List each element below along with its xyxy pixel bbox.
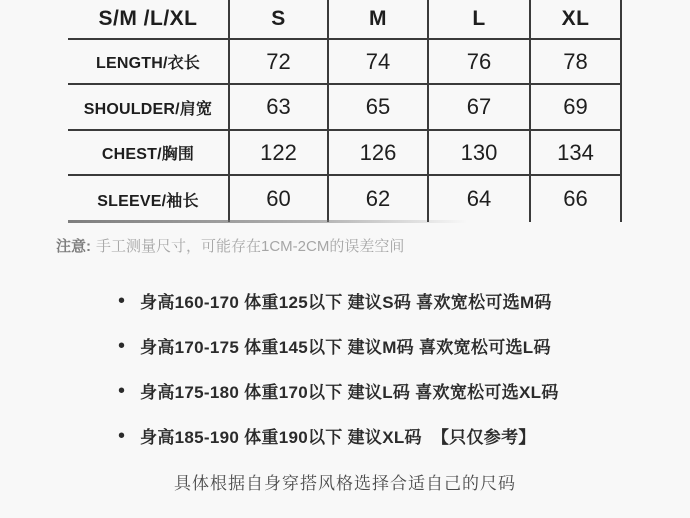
length-m: 74 xyxy=(327,40,427,85)
sleeve-m: 62 xyxy=(327,176,427,222)
shoulder-m: 65 xyxy=(327,85,427,131)
row-label-shoulder: SHOULDER/肩宽 xyxy=(68,85,228,131)
shoulder-l: 67 xyxy=(427,85,529,131)
table-header-l: L xyxy=(427,0,529,40)
list-item xyxy=(118,413,559,458)
list-item xyxy=(118,323,559,368)
table-header-xl: XL xyxy=(529,0,622,40)
chest-s: 122 xyxy=(228,131,327,176)
table-header-sizes: S/M /L/XL xyxy=(68,0,228,40)
length-xl: 78 xyxy=(529,40,622,85)
bullet-icon: • xyxy=(118,334,126,357)
length-s: 72 xyxy=(228,40,327,85)
tip-text-s: 身高160-170 体重125以下 建议S码 喜欢宽松可选M码 xyxy=(140,293,552,312)
note-text: 手工测量尺寸，可能存在1CM-2CM的误差空间 xyxy=(96,238,405,255)
list-item xyxy=(118,368,559,413)
bullet-icon: • xyxy=(118,289,126,312)
bullet-icon: • xyxy=(118,424,126,447)
table-header-s: S xyxy=(228,0,327,40)
row-label-chest: CHEST/胸围 xyxy=(68,131,228,176)
sleeve-xl: 66 xyxy=(529,176,622,222)
bullet-icon: • xyxy=(118,379,126,402)
row-label-length: LENGTH/衣长 xyxy=(68,40,228,85)
tip-text-l: 身高175-180 体重170以下 建议L码 喜欢宽松可选XL码 xyxy=(140,383,559,402)
table-header-m: M xyxy=(327,0,427,40)
chest-m: 126 xyxy=(327,131,427,176)
footer-advice-text: 具体根据自身穿搭风格选择合适自己的尺码 xyxy=(174,474,516,493)
shoulder-xl: 69 xyxy=(529,85,622,131)
measurement-note xyxy=(56,235,404,256)
chest-xl: 134 xyxy=(529,131,622,176)
note-label: 注意: xyxy=(56,238,91,255)
row-label-sleeve: SLEEVE/袖长 xyxy=(97,192,199,210)
sleeve-l: 64 xyxy=(427,176,529,222)
shoulder-s: 63 xyxy=(228,85,327,131)
size-recommendation-list xyxy=(118,278,559,458)
chest-l: 130 xyxy=(427,131,529,176)
tip-text-xl: 身高185-190 体重190以下 建议XL码 【只仅参考】 xyxy=(140,428,536,447)
sleeve-s: 60 xyxy=(228,176,327,222)
length-l: 76 xyxy=(427,40,529,85)
size-chart-table xyxy=(68,0,622,222)
table-bottom-rule xyxy=(68,220,622,223)
tip-text-m: 身高170-175 体重145以下 建议M码 喜欢宽松可选L码 xyxy=(140,338,551,357)
list-item xyxy=(118,278,559,323)
